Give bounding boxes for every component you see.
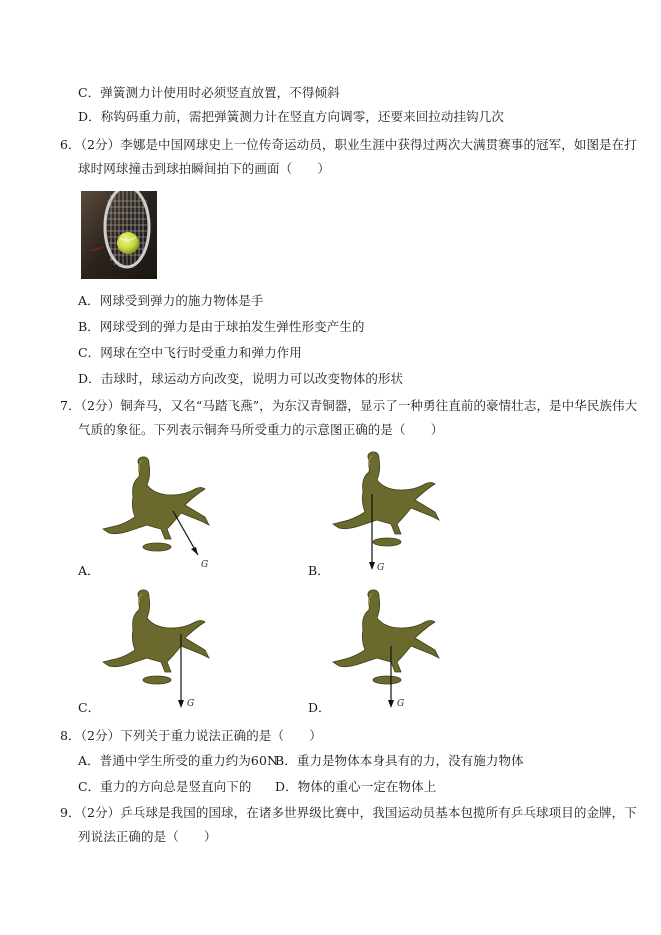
q9-stem-line2: 列说法正确的是（ ） xyxy=(78,829,217,844)
q6-option-d: D．击球时，球运动方向改变，说明力可以改变物体的形状 xyxy=(78,371,404,386)
gravity-label-a: G xyxy=(201,560,209,570)
horse-figure-b xyxy=(325,450,455,575)
horse-figure-c xyxy=(95,588,225,718)
gravity-label-b: G xyxy=(377,563,385,573)
q6-option-b: B．网球受到的弹力是由于球拍发生弹性形变产生的 xyxy=(78,319,365,334)
horse-figure-d xyxy=(325,588,455,718)
q5-option-d: D．称钩码重力前，需把弹簧测力计在竖直方向调零，还要来回拉动挂钩几次 xyxy=(78,109,504,124)
tennis-racket-photo xyxy=(81,191,157,279)
q6-option-a: A．网球受到弹力的施力物体是手 xyxy=(78,293,264,308)
q7-option-a: A． xyxy=(78,563,100,578)
q7-option-d: D． xyxy=(308,700,331,715)
q9-stem-line1: 9．（2分）乒乓球是我国的国球，在诸多世界级比赛中，我国运动员基本包揽所有乒乓球项目的金牌，下 xyxy=(60,805,637,820)
q8-option-a: A．普通中学生所受的重力约为60N xyxy=(78,753,279,768)
q8-option-c: C．重力的方向总是竖直向下的 xyxy=(78,779,252,794)
q6-stem-line2: 球时网球撞击到球拍瞬间拍下的画面（ ） xyxy=(78,161,331,176)
q7-option-c: C． xyxy=(78,700,101,715)
q7-stem-line1: 7．（2分）铜奔马，又名“马踏飞燕”，为东汉青铜器，显示了一种勇往直前的豪情壮志，是中华民族伟大 xyxy=(60,398,638,413)
gravity-label-d: G xyxy=(397,699,405,709)
q8-option-b: B．重力是物体本身具有的力，没有施力物体 xyxy=(275,753,524,768)
q5-option-c: C．弹簧测力计使用时必须竖直放置，不得倾斜 xyxy=(78,85,340,100)
gravity-label-c: G xyxy=(187,699,195,709)
q6-option-c: C．网球在空中飞行时受重力和弹力作用 xyxy=(78,345,302,360)
q6-stem-line1: 6．（2分）李娜是中国网球史上一位传奇运动员，职业生涯中获得过两次大满贯赛事的冠军，如图是在打 xyxy=(60,137,637,152)
q8-option-d: D．物体的重心一定在物体上 xyxy=(275,779,437,794)
q8-stem: 8．（2分）下列关于重力说法正确的是（ ） xyxy=(60,728,322,743)
q7-option-b: B． xyxy=(308,563,330,578)
horse-figure-a xyxy=(95,455,225,580)
q7-stem-line2: 气质的象征。下列表示铜奔马所受重力的示意图正确的是（ ） xyxy=(78,422,444,437)
